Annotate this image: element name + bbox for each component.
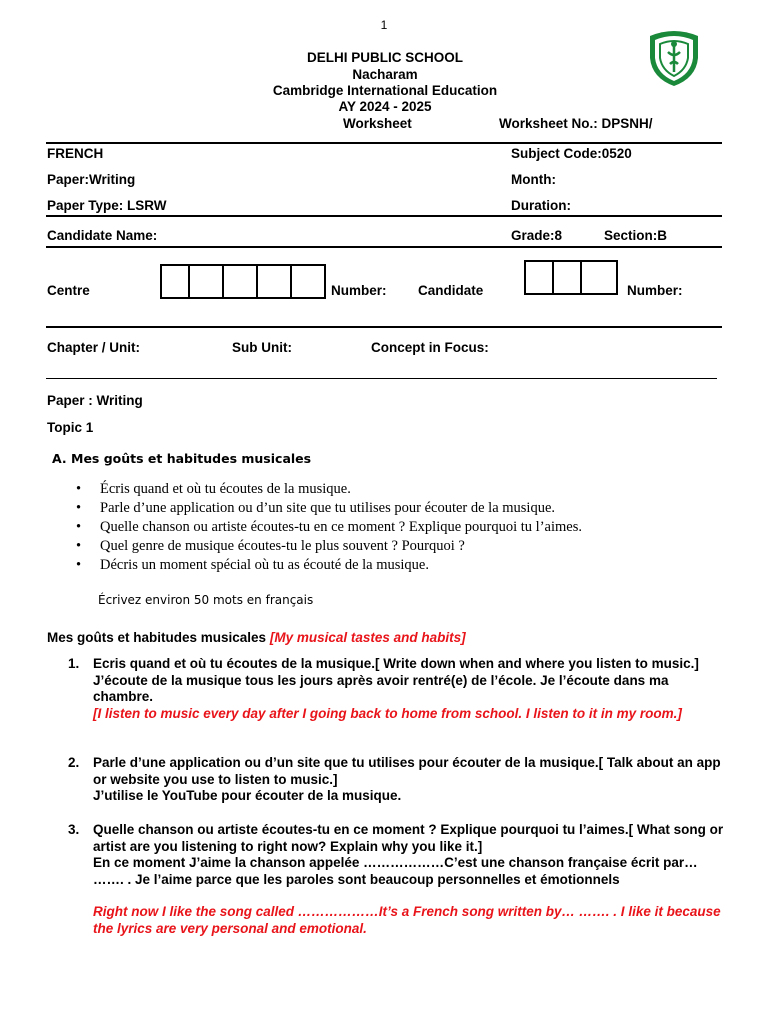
school-name: DELHI PUBLIC SCHOOL xyxy=(306,50,463,65)
answers-heading xyxy=(47,630,727,645)
question-text: Quelle chanson ou artiste écoutes-tu en ce moment ? Explique pourquoi tu l’aimes.[ What song or artist are you listening to right now? Explain why you like it.] xyxy=(93,822,724,854)
section-a-title: A. Mes goûts et habitudes musicales xyxy=(52,451,312,466)
list-item: • Décris un moment spécial où tu as écouté de la musique. xyxy=(76,556,582,575)
question-3 xyxy=(68,822,728,937)
answer-text: En ce moment J’aime la chanson appelée ………………C’est une chanson française écrit par… ……. . Je l’aime parce que les paroles sont beaucoup personnelles et émotionnels xyxy=(93,855,698,887)
paper: Paper:Writing xyxy=(47,172,136,187)
question-text: Ecris quand et où tu écoutes de la musique.[ Write down when and where you listen to music.] xyxy=(93,656,699,671)
branch-name: Nacharam xyxy=(352,67,418,82)
list-item: • Parle d’une application ou d’un site que tu utilises pour écouter de la musique. xyxy=(76,499,582,518)
list-item: • Quelle chanson ou artiste écoutes-tu en ce moment ? Explique pourquoi tu l’aimes. xyxy=(76,518,582,537)
candidate-label: Candidate xyxy=(418,283,484,298)
centre-label: Centre xyxy=(47,283,90,298)
subject: FRENCH xyxy=(47,146,104,161)
word-count-instruction: Écrivez environ 50 mots en français xyxy=(98,593,314,607)
candidate-name: Candidate Name: xyxy=(47,228,158,243)
question-1 xyxy=(68,656,728,722)
divider xyxy=(46,378,717,379)
answer-text: J’écoute de la musique tous les jours après avoir rentré(e) de l’école. Je l’écoute dans ma chambre. xyxy=(93,672,669,704)
answer-translation: [I listen to music every day after I going back to home from school. I listen to it in my room.] xyxy=(93,705,682,721)
section: Section:B xyxy=(604,228,668,243)
grade: Grade:8 xyxy=(511,228,563,243)
answers-heading-translation: [My musical tastes and habits] xyxy=(269,630,466,645)
paper-label: Paper : Writing xyxy=(47,393,143,408)
question-text: Parle d’une application ou d’un site que tu utilises pour écouter de la musique.[ Talk about an app or website you use to listen to music.] xyxy=(93,755,721,787)
worksheet-number: Worksheet No.: DPSNH/ xyxy=(499,116,653,131)
question-number: 3. xyxy=(68,822,80,837)
chapter-unit: Chapter / Unit: xyxy=(47,340,140,355)
concept-in-focus: Concept in Focus: xyxy=(371,340,489,355)
answer-translation: Right now I like the song called ………………It’s a French song written by… ……. . I like it because the lyrics are very personal and emotional. xyxy=(93,904,721,936)
board-name: Cambridge International Education xyxy=(272,83,498,98)
divider xyxy=(46,215,722,217)
question-number: 1. xyxy=(68,656,80,671)
list-item: • Quel genre de musique écoutes-tu le plus souvent ? Pourquoi ? xyxy=(76,537,582,556)
divider xyxy=(46,246,722,248)
divider xyxy=(46,326,722,328)
topic-label: Topic 1 xyxy=(47,420,94,435)
paper-type: Paper Type: LSRW xyxy=(47,198,167,213)
centre-number-label: Number: xyxy=(331,283,387,298)
centre-number-boxes[interactable] xyxy=(160,264,326,299)
school-crest-icon xyxy=(646,28,702,88)
subject-code: Subject Code:0520 xyxy=(511,146,632,161)
list-item: • Écris quand et où tu écoutes de la musique. xyxy=(76,480,582,499)
duration: Duration: xyxy=(511,198,571,213)
sub-unit: Sub Unit: xyxy=(232,340,292,355)
candidate-number-label: Number: xyxy=(627,283,683,298)
task-bullet-list xyxy=(76,480,582,575)
answers-heading-fr: Mes goûts et habitudes musicales xyxy=(47,630,267,645)
question-2 xyxy=(68,755,728,805)
month: Month: xyxy=(511,172,556,187)
answer-text: J’utilise le YouTube pour écouter de la musique. xyxy=(93,788,402,803)
question-number: 2. xyxy=(68,755,80,770)
divider xyxy=(46,142,722,144)
doc-type: Worksheet xyxy=(343,116,412,131)
candidate-number-boxes[interactable] xyxy=(524,260,618,295)
page-number: 1 xyxy=(380,18,388,32)
academic-year: AY 2024 - 2025 xyxy=(338,99,432,114)
